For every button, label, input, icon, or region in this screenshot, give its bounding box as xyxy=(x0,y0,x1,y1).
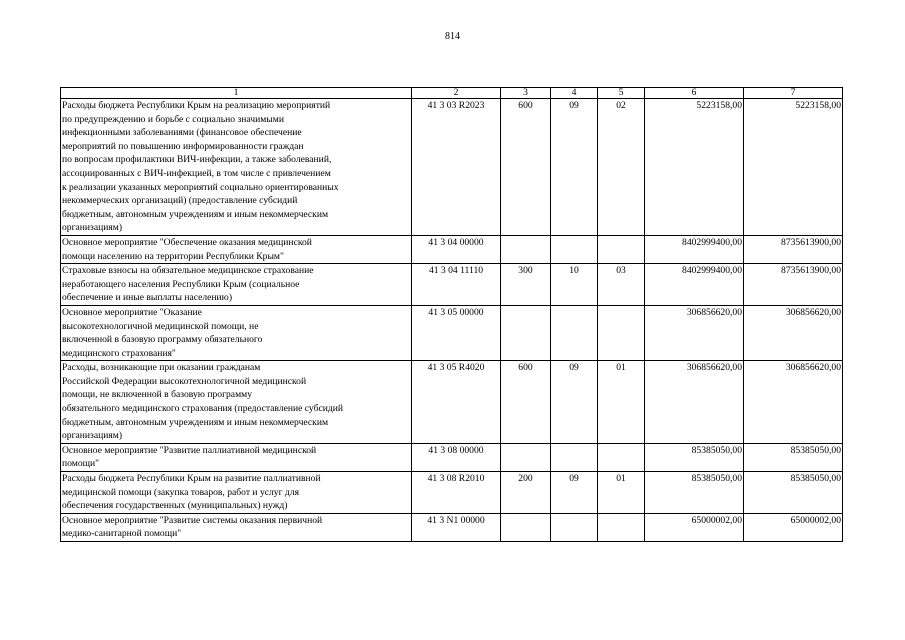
target-article-code: 41 3 05 00000 xyxy=(412,305,501,360)
table-row xyxy=(61,99,843,236)
table-row xyxy=(61,472,843,514)
amount-year-2: 5223158,00 xyxy=(744,99,843,236)
row-description: Основное мероприятие "Развитие системы оказания первичной медико-санитарной помощи" xyxy=(61,513,412,541)
section-code: 10 xyxy=(551,264,598,306)
target-article-code: 41 3 08 00000 xyxy=(412,443,501,471)
amount-year-2: 8735613900,00 xyxy=(744,235,843,263)
amount-year-1: 306856620,00 xyxy=(645,361,744,444)
target-article-code: 41 3 04 00000 xyxy=(412,235,501,263)
subsection-code xyxy=(598,305,645,360)
row-description: Расходы бюджета Республики Крым на реализацию мероприятий по предупреждению и борьбе с социально значимыми инфекционными заболеваниями (финансовое обеспечение мероприятий по повышению информированности граждан по вопросам профилактики ВИЧ-инфекции, а также заболеваний, ассоциированных с ВИЧ-инфекцией, в том числе с привлечением к реализации указанных мероприятий социально ориентированных некоммерческих организаций) (предоставление субсидий бюджетным, автономным учреждениям и иным некоммерческим организациям) xyxy=(61,99,412,236)
column-header: 5 xyxy=(598,88,645,99)
column-header: 6 xyxy=(645,88,744,99)
column-header: 3 xyxy=(501,88,551,99)
amount-year-2: 306856620,00 xyxy=(744,361,843,444)
expense-type-code: 300 xyxy=(501,264,551,306)
table-row xyxy=(61,443,843,471)
amount-year-2: 306856620,00 xyxy=(744,305,843,360)
amount-year-1: 5223158,00 xyxy=(645,99,744,236)
column-header: 4 xyxy=(551,88,598,99)
expense-type-code xyxy=(501,305,551,360)
row-description: Расходы, возникающие при оказании гражданам Российской Федерации высокотехнологичной медицинской помощи, не включенной в базовую программу обязательного медицинского страхования (предоставление субсидий бюджетным, автономным учреждениям и иным некоммерческим организациям) xyxy=(61,361,412,444)
page-number: 814 xyxy=(445,31,460,42)
amount-year-1: 65000002,00 xyxy=(645,513,744,541)
subsection-code xyxy=(598,513,645,541)
subsection-code: 01 xyxy=(598,472,645,514)
row-description: Основное мероприятие "Обеспечение оказания медицинской помощи населению на территории Республики Крым" xyxy=(61,235,412,263)
table-row xyxy=(61,513,843,541)
target-article-code: 41 3 04 11110 xyxy=(412,264,501,306)
amount-year-1: 85385050,00 xyxy=(645,443,744,471)
amount-year-1: 306856620,00 xyxy=(645,305,744,360)
section-code: 09 xyxy=(551,472,598,514)
target-article-code: 41 3 03 R2023 xyxy=(412,99,501,236)
amount-year-1: 8402999400,00 xyxy=(645,264,744,306)
section-code xyxy=(551,235,598,263)
expense-type-code xyxy=(501,513,551,541)
expense-type-code: 600 xyxy=(501,361,551,444)
section-code: 09 xyxy=(551,99,598,236)
amount-year-2: 8735613900,00 xyxy=(744,264,843,306)
expense-type-code: 200 xyxy=(501,472,551,514)
column-header: 2 xyxy=(412,88,501,99)
table-row xyxy=(61,361,843,444)
row-description: Страховые взносы на обязательное медицинское страхование неработающего населения Республики Крым (социальное обеспечение и иные выплаты населению) xyxy=(61,264,412,306)
column-header: 1 xyxy=(61,88,412,99)
section-code xyxy=(551,443,598,471)
row-description: Основное мероприятие "Оказание высокотехнологичной медицинской помощи, не включенной в базовую программу обязательного медицинского страхования" xyxy=(61,305,412,360)
target-article-code: 41 3 08 R2010 xyxy=(412,472,501,514)
budget-table xyxy=(60,87,843,542)
expense-type-code xyxy=(501,443,551,471)
subsection-code xyxy=(598,235,645,263)
expense-type-code: 600 xyxy=(501,99,551,236)
subsection-code: 02 xyxy=(598,99,645,236)
row-description: Расходы бюджета Республики Крым на развитие паллиативной медицинской помощи (закупка товаров, работ и услуг для обеспечения государственных (муниципальных) нужд) xyxy=(61,472,412,514)
subsection-code: 01 xyxy=(598,361,645,444)
amount-year-1: 8402999400,00 xyxy=(645,235,744,263)
row-description: Основное мероприятие "Развитие паллиативной медицинской помощи" xyxy=(61,443,412,471)
section-code xyxy=(551,305,598,360)
column-header: 7 xyxy=(744,88,843,99)
amount-year-1: 85385050,00 xyxy=(645,472,744,514)
target-article-code: 41 3 05 R4020 xyxy=(412,361,501,444)
column-number-row xyxy=(61,88,843,99)
table-row xyxy=(61,264,843,306)
amount-year-2: 85385050,00 xyxy=(744,472,843,514)
expense-type-code xyxy=(501,235,551,263)
table-row xyxy=(61,305,843,360)
amount-year-2: 65000002,00 xyxy=(744,513,843,541)
subsection-code: 03 xyxy=(598,264,645,306)
subsection-code xyxy=(598,443,645,471)
table-row xyxy=(61,235,843,263)
amount-year-2: 85385050,00 xyxy=(744,443,843,471)
section-code xyxy=(551,513,598,541)
section-code: 09 xyxy=(551,361,598,444)
target-article-code: 41 3 N1 00000 xyxy=(412,513,501,541)
